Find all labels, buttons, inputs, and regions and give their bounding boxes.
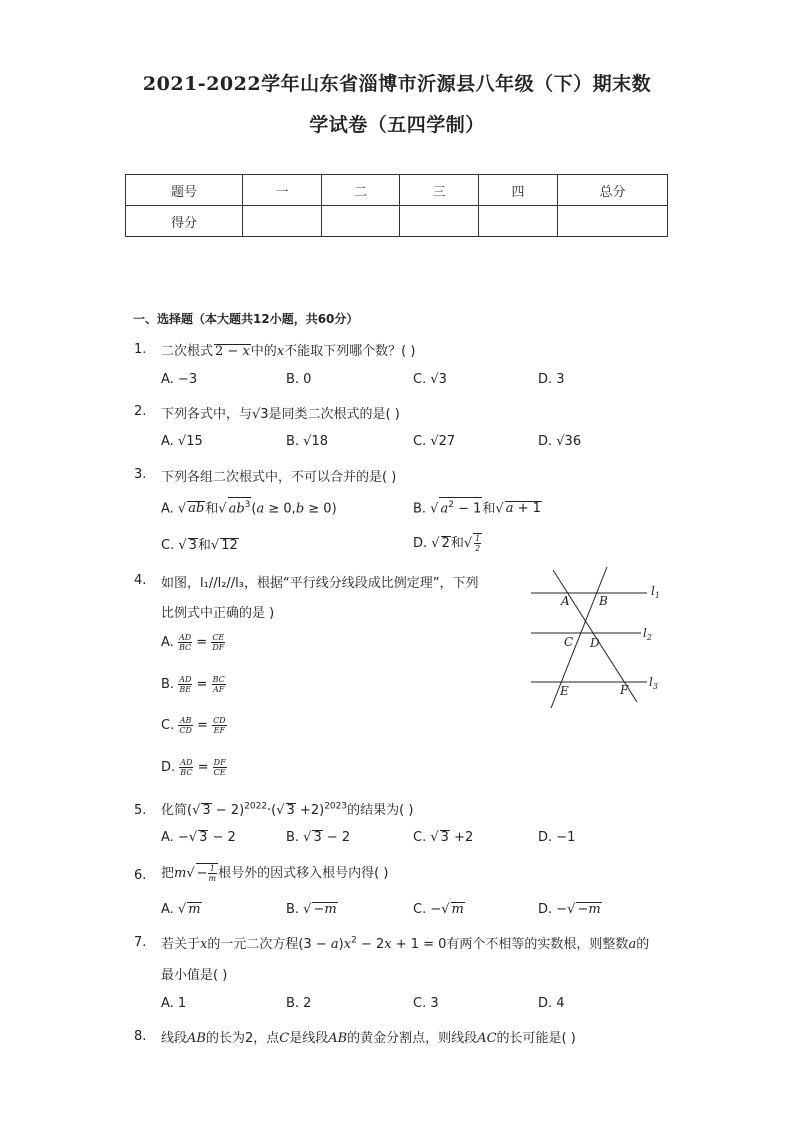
question-4-text-line2: 比例式中正确的是 ): [161, 606, 275, 621]
q7-option-b: B. 2: [286, 996, 312, 1011]
score-cell: [558, 206, 668, 237]
q3-option-c: C. √ 3和√ 12: [161, 538, 238, 553]
document-title-line1: 2021-2022学年山东省淄博市沂源县八年级（下）期末数: [142, 73, 652, 95]
q3-option-d: D. √ 2和√ $\frac{1}{2}$: [413, 534, 481, 553]
question-5-text: 化简(√ 3 − 2)$^{2022}$·(√ 3 +2)$^{2023}$的结果为( ): [161, 801, 414, 818]
q4-option-d: D. $\frac{AD}{BC}$ = $\frac{DF}{CE}$: [161, 758, 226, 777]
figure-label-f: F: [620, 683, 629, 697]
q3-option-b: B. √ $a^2 - 1$和√ a + 1: [413, 497, 542, 516]
figure-label-e: E: [560, 684, 569, 698]
q1-option-d: D. 3: [538, 372, 565, 387]
document-title-line2: 学试卷（五四学制）: [309, 114, 485, 136]
score-header-3: 三: [400, 175, 479, 206]
figure-label-l2: $l_2$: [643, 626, 652, 642]
q4-option-c: C. $\frac{AB}{CD}$ = $\frac{CD}{EF}$: [161, 716, 226, 735]
parallel-lines-figure: [525, 565, 675, 715]
q5-option-d: D. −1: [538, 830, 576, 845]
question-number: 3.: [134, 467, 147, 482]
q6-option-b: B. √ −m: [286, 902, 337, 917]
question-7-text-line1: 若关于x的一元二次方程$(3 - a)x^2 - 2x + 1 = 0$有两个不相等的实数根，则整数a的: [161, 935, 650, 952]
score-header-total: 总分: [558, 175, 668, 206]
question-number: 4.: [134, 573, 147, 588]
q2-option-c: C. √27: [413, 434, 456, 449]
q6-option-d: D. −√ −m: [538, 902, 601, 917]
q1-option-c: C. √3: [413, 372, 447, 387]
q6-option-c: C. −√ m: [413, 902, 464, 917]
question-6-text: 把m√ − $\frac{1}{m}$ 根号外的因式移入根号内得( ): [161, 864, 389, 883]
q1-option-b: B. 0: [286, 372, 312, 387]
q5-option-b: B. √ 3 − 2: [286, 830, 351, 845]
q2-option-b: B. √18: [286, 434, 329, 449]
score-header-2: 二: [322, 175, 400, 206]
question-7-text-line2: 最小值是( ): [161, 968, 228, 983]
figure-label-b: B: [599, 594, 608, 608]
q1-option-a: A. −3: [161, 372, 198, 387]
q4-option-a: A. $\frac{AD}{BC}$ = $\frac{CE}{DF}$: [161, 633, 225, 652]
figure-label-a: A: [561, 594, 570, 608]
q7-option-c: C. 3: [413, 996, 439, 1011]
q7-option-d: D. 4: [538, 996, 565, 1011]
score-header-label: 题号: [126, 175, 243, 206]
q4-option-b: B. $\frac{AD}{BE}$ = $\frac{BC}{AF}$: [161, 675, 225, 694]
score-cell: [479, 206, 558, 237]
score-header-1: 一: [243, 175, 322, 206]
figure-label-c: C: [564, 635, 574, 649]
question-number: 5.: [134, 803, 147, 818]
question-number: 2.: [134, 404, 147, 419]
q3-option-a: A. √ ab和√ $ab^3(a \ge 0,b \ge 0)$: [161, 497, 337, 516]
score-cell: [243, 206, 322, 237]
figure-label-l1: $l_1$: [651, 584, 660, 600]
score-cell: [322, 206, 400, 237]
section-heading: 一、选择题（本大题共12小题，共60分）: [133, 312, 359, 326]
question-3-text: 下列各组二次根式中，不可以合并的是( ): [161, 470, 397, 485]
question-2-text: 下列各式中，与√3是同类二次根式的是( ): [161, 407, 400, 422]
question-number: 7.: [134, 935, 147, 950]
score-row-label: 得分: [126, 206, 243, 237]
question-8-text: 线段AB的长为2，点C是线段AB的黄金分割点，则线段AC的长可能是( ): [161, 1031, 576, 1046]
figure-label-d: D: [590, 636, 600, 650]
question-1-text: 二次根式 2 − x中的x不能取下列哪个数？( ): [161, 344, 416, 359]
question-4-text-line1: 如图，l₁//l₂//l₃，根据“平行线分线段成比例定理”，下列: [161, 576, 479, 591]
question-number: 6.: [134, 868, 147, 883]
q2-option-a: A. √15: [161, 434, 203, 449]
q7-option-a: A. 1: [161, 996, 187, 1011]
score-table: [125, 174, 668, 237]
question-number: 8.: [134, 1029, 147, 1044]
score-header-4: 四: [479, 175, 558, 206]
q6-option-a: A. √ m: [161, 902, 201, 917]
score-cell: [400, 206, 479, 237]
q5-option-a: A. −√ 3 − 2: [161, 830, 236, 845]
question-number: 1.: [134, 342, 147, 357]
q2-option-d: D. √36: [538, 434, 582, 449]
figure-label-l3: $l_3$: [649, 675, 658, 691]
q5-option-c: C. √ 3 +2: [413, 830, 474, 845]
